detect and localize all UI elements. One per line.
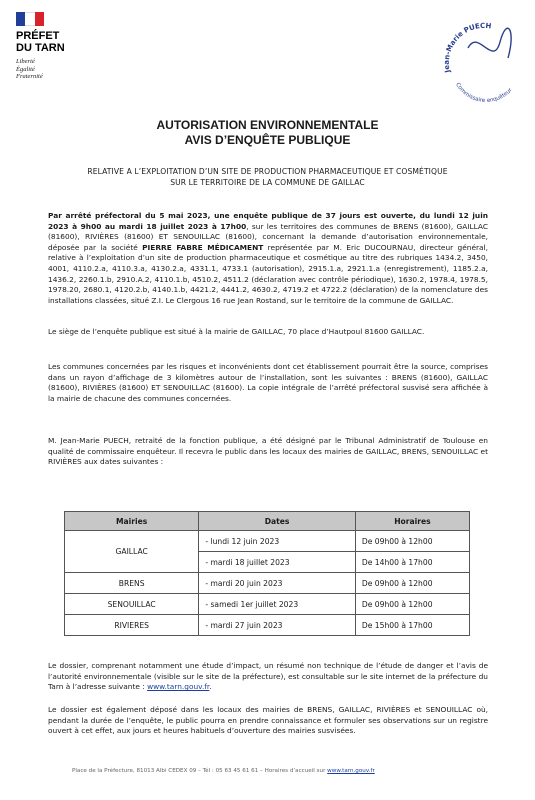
paragraph-registre: Le dossier est également déposé dans les locaux des mairies de BRENS, GAILLAC, RIVIÈRES et SENOUILLAC où, pendant la durée de l’enquête, le public pourra en prendre connaissance et formuler ses observations sur un registre ouvert à cet effet, aux jours et heures habituels d’ouverture des mairies susvisées. <box>48 705 488 736</box>
subtitle-line-1: RELATIVE A L’EXPLOITATION D’UN SITE DE PRODUCTION PHARMACEUTIQUE ET COSMÉTIQUE <box>87 167 448 176</box>
permanences-table <box>64 511 470 636</box>
stamp-seal-icon <box>438 18 528 108</box>
table-row <box>65 594 470 615</box>
footer <box>72 768 472 774</box>
marianne-flag-icon <box>16 12 44 26</box>
paragraph-communes: Les communes concernées par les risques et inconvénients dont cet établissement pourrait être la source, comprises dans un rayon d’affichage de 3 kilomètres autour de l’installation, sont les suivantes : BRENS (81600), GAILLAC (81600), RIVIÈRES (81600) ET SENOUILLAC (81600). La copie intégrale de l’arrêté préfectoral susvisé sera affichée à la mairie de chacune des communes concernées. <box>48 362 488 403</box>
column-header-mairies: Mairies <box>65 512 199 531</box>
arrete-text-a: , sur les territoires des communes de BRENS (81600), GAILLAC (81600), RIVIÈRES (81600) ET SENOUILLAC (81600), concernant la demande d’autorisation environnementale, déposée par la société <box>48 221 488 252</box>
logo-line-2: DU TARN <box>16 42 65 54</box>
column-header-dates: Dates <box>199 512 356 531</box>
table-row <box>65 531 470 552</box>
dossier-text: Le dossier, comprenant notamment une étude d’impact, un résumé non technique de l’étude de danger et l’avis de l’autorité environnementale (visible sur le site de la préfecture), est consultable sur le site internet de la préfecture du Tarn à l’adresse suivante : <box>48 661 488 692</box>
subtitle-line-2: SUR LE TERRITOIRE DE LA COMMUNE DE GAILLAC <box>170 178 365 187</box>
prefet-logo <box>16 12 126 81</box>
cell-date: - lundi 12 juin 2023 <box>199 531 356 552</box>
title-avis: AVIS D’ENQUÊTE PUBLIQUE <box>184 133 351 147</box>
stamp-name: Jean-Marie PUECH <box>442 21 492 74</box>
svg-text:Commissaire enquêteur <box>454 82 514 104</box>
company-name: PIERRE FABRE MÉDICAMENT <box>142 242 264 252</box>
motto-egalite: Égalité <box>16 65 35 73</box>
motto-fraternite: Fraternité <box>16 73 43 80</box>
table-row <box>65 573 470 594</box>
commissioner-stamp <box>438 18 528 108</box>
cell-hour: De 09h00 à 12h00 <box>355 594 469 615</box>
motto-liberte: Liberté <box>16 58 35 65</box>
arrete-bold: Par arrêté préfectoral du 5 mai 2023, une enquête publique de 37 jours est ouverte, du lundi 12 juin 2023 à 9h00 au mardi 18 juillet 2023 à 17h00 <box>48 211 488 231</box>
tarn-website-link[interactable]: www.tarn.gouv.fr <box>147 682 210 692</box>
paragraph-siege: Le siège de l’enquête publique est situé à la mairie de GAILLAC, 70 place d’Hautpoul 81600 GAILLAC. <box>48 327 425 336</box>
cell-mairie-rivieres: RIVIERES <box>65 615 199 636</box>
cell-mairie-senouillac: SENOUILLAC <box>65 594 199 615</box>
dossier-end: . <box>209 682 212 692</box>
cell-hour: De 15h00 à 17h00 <box>355 615 469 636</box>
table-row <box>65 615 470 636</box>
cell-hour: De 14h00 à 17h00 <box>355 552 469 573</box>
paragraph-dossier <box>48 661 488 693</box>
cell-hour: De 09h00 à 12h00 <box>355 531 469 552</box>
cell-date: - mardi 18 juillet 2023 <box>199 552 356 573</box>
svg-text:Jean-Marie PUECH <box>443 22 492 75</box>
column-header-horaires: Horaires <box>355 512 469 531</box>
cell-date: - mardi 27 juin 2023 <box>199 615 356 636</box>
cell-hour: De 09h00 à 12h00 <box>355 573 469 594</box>
cell-date: - samedi 1er juillet 2023 <box>199 594 356 615</box>
cell-mairie-gaillac: GAILLAC <box>65 531 199 573</box>
logo-line-1: PRÉFET <box>16 30 60 42</box>
arrete-text-b: représentée par M. Eric DUCOURNAU, directeur général, relative à l’exploitation d’un site de production pharmaceutique et cosmétique au titre des rubriques 1434.2, 3450, 4001, 4110.2.a, 4110.3.a, 4130.2.a, 4331.1, 4733.1 (autorisation), 2915.1.a, 2921.1.a (enregistrement), 1185.2.a, 1436.2, 2260.1.b, 2910.A.2, 4110.1.b, 4510.2, 4511.2 (déclaration avec contrôle périodique), 1630.2, 1978.4, 1978.5, 1978.20, 2680.1, 4120.2.b, 4140.1.b, 4421.2, 4441.2, 4630.2, 4719.2 et 4722.2 (déclaration) de la nomenclature des installations classées, situé Z.I. Le Clergous 16 rue Jean Rostand, sur le territoire de la commune de GAILLAC. <box>48 242 488 305</box>
title-autorisation: AUTORISATION ENVIRONNEMENTALE <box>156 118 379 132</box>
stamp-role: Commissaire enquêteur <box>454 81 514 105</box>
paragraph-arrete <box>48 211 488 306</box>
footer-text: Place de la Préfecture, 81013 Albi CEDEX 09 – Tél : 05 63 45 61 61 – Horaires d’accueil sur <box>72 768 328 774</box>
paragraph-commissaire: M. Jean-Marie PUECH, retraité de la fonction publique, a été désigné par le Tribunal Administratif de Toulouse en qualité de commissaire enquêteur. Il recevra le public dans les locaux des mairies de GAILLAC, BRENS, SENOUILLAC et RIVIÈRES aux dates suivantes : <box>48 436 488 467</box>
cell-mairie-brens: BRENS <box>65 573 199 594</box>
footer-website-link[interactable]: www.tarn.gouv.fr <box>327 768 375 774</box>
cell-date: - mardi 20 juin 2023 <box>199 573 356 594</box>
